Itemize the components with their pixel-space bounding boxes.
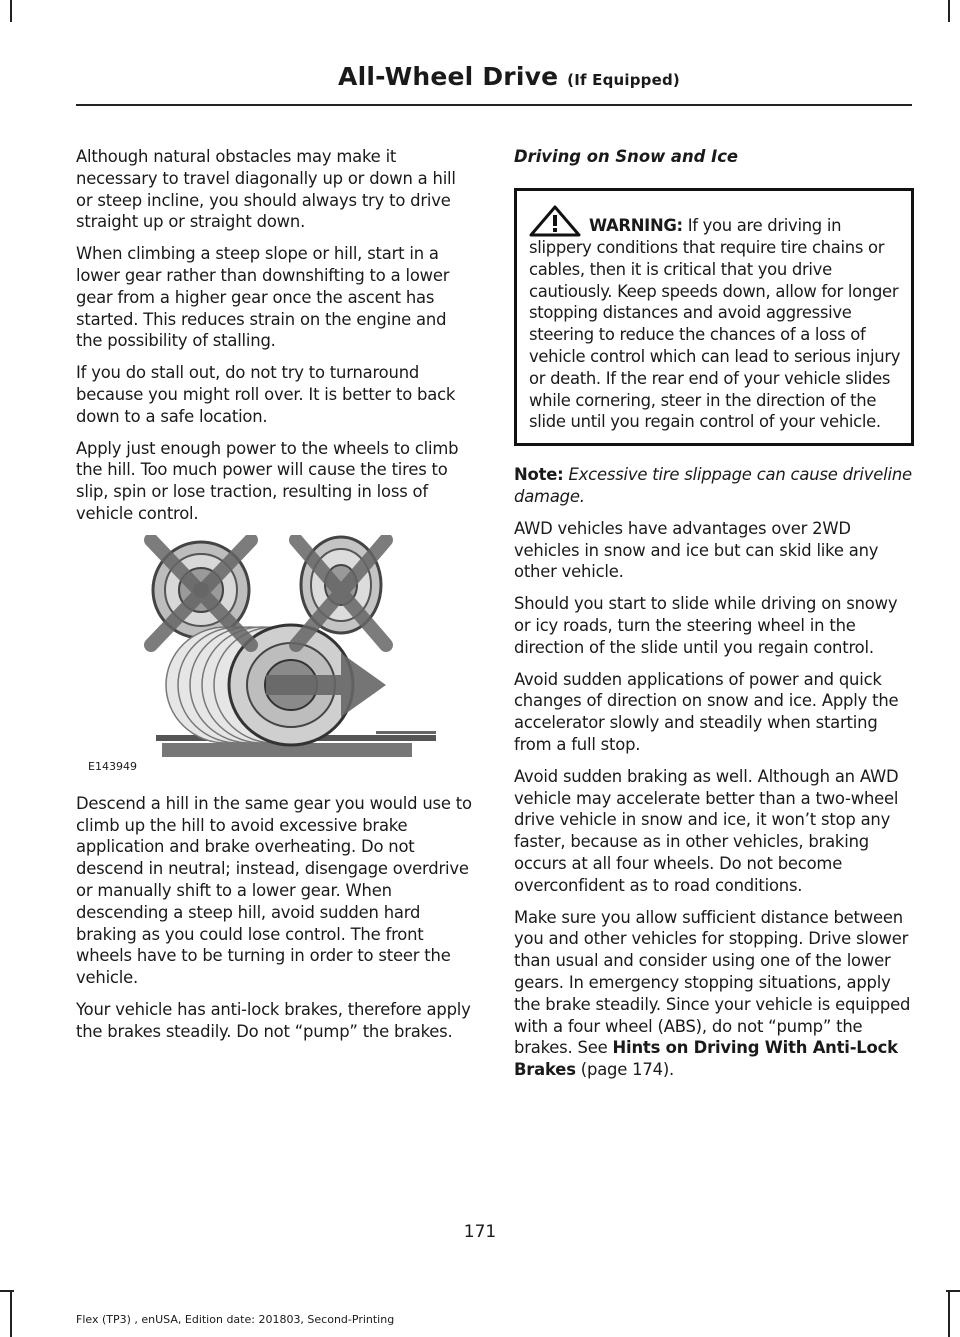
- crop-mark-bottom-right-h: [946, 1290, 960, 1292]
- figure-label: E143949: [88, 759, 137, 773]
- tire-illustration: [76, 535, 436, 775]
- paragraph: When climbing a steep slope or hill, start in a lower gear rather than downshifting to a lower gear from a higher gear once the ascent has started. This reduces strain on the engine and the possibility of stalling.: [76, 244, 450, 351]
- paragraph: AWD vehicles have advantages over 2WD vehicles in snow and ice but can skid like any other vehicle.: [514, 518, 879, 582]
- crop-mark-top-left-v: [10, 0, 12, 22]
- section-subheading: Driving on Snow and Ice: [514, 147, 739, 166]
- paragraph-text-end: (page 174).: [575, 1060, 675, 1080]
- warning-paragraph: [529, 205, 903, 433]
- note-label: Note:: [514, 465, 564, 485]
- crop-mark-bottom-left-v: [10, 1290, 12, 1337]
- paragraph: Should you start to slide while driving on snowy or icy roads, turn the steering wheel in the direction of the slide until you regain control.: [514, 594, 898, 657]
- crop-mark-bottom-right-v: [948, 1290, 950, 1337]
- page-header-title: [338, 62, 680, 91]
- paragraph: Avoid sudden braking as well. Although an AWD vehicle may accelerate better than a two-wheel drive vehicle in snow and ice, it won’t stop any faster, because as in other vehicles, braking occurs at all four wheels. Do not become overconfident as to road conditions.: [514, 766, 899, 895]
- paragraph: Your vehicle has anti-lock brakes, therefore apply the brakes steadily. Do not “pump” the brakes.: [76, 999, 471, 1041]
- note-text: Excessive tire slippage can cause driveline damage.: [514, 465, 912, 506]
- footer-edition-info: Flex (TP3) , enUSA, Edition date: 201803, Second-Printing: [76, 1313, 395, 1326]
- header-rule: [76, 104, 912, 106]
- warning-box: [514, 188, 914, 446]
- right-column: [514, 146, 912, 1091]
- warning-label: WARNING:: [589, 216, 683, 235]
- paragraph-text: Make sure you allow sufficient distance between you and other vehicles for stopping. Drive slower than usual and consider using one of the lower gears. In emergency stopping situations, apply the brake steadily. Since your vehicle is equipped with a four wheel (ABS), do not “pump” the brakes. See: [514, 907, 911, 1058]
- hill-driving-figure: [76, 535, 436, 775]
- warning-text: If you are driving in slippery conditions that require tire chains or cables, then it is critical that you drive cautiously. Keep speeds down, allow for longer stopping distances and avoid aggressive steering to reduce the chances of a loss of vehicle control which can lead to serious injury or death. If the rear end of your vehicle slides while cornering, steer in the direction of the slide until you regain control of your vehicle.: [529, 216, 901, 432]
- note-paragraph: [514, 464, 912, 508]
- paragraph: Apply just enough power to the wheels to climb the hill. Too much power will cause the tires to slip, spin or lose traction, resulting in loss of vehicle control.: [76, 438, 459, 523]
- header-title-main: All-Wheel Drive: [338, 62, 559, 91]
- crop-mark-bottom-left-h: [0, 1290, 14, 1292]
- header-title-subtitle: (If Equipped): [567, 71, 680, 89]
- paragraph: If you do stall out, do not try to turnaround because you might roll over. It is better to back down to a safe location.: [76, 363, 456, 426]
- crop-mark-top-right-v: [948, 0, 950, 22]
- warning-triangle-icon: [529, 205, 581, 237]
- paragraph: Although natural obstacles may make it necessary to travel diagonally up or down a hill or steep incline, you should always try to drive straight up or straight down.: [76, 147, 456, 232]
- paragraph: Avoid sudden applications of power and quick changes of direction on snow and ice. Apply the accelerator slowly and steadily when starting from a full stop.: [514, 669, 899, 754]
- cross-reference-link[interactable]: Hints on Driving With Anti-Lock Brakes: [514, 1038, 898, 1080]
- page-number: 171: [463, 1222, 497, 1242]
- paragraph: [514, 907, 912, 1081]
- paragraph: Descend a hill in the same gear you would use to climb up the hill to avoid excessive brake application and brake overheating. Do not descend in neutral; instead, disengage overdrive or manually shift to a lower gear. When descending a steep hill, avoid sudden hard braking as you could lose control. The front wheels have to be turning in order to steer the vehicle.: [76, 793, 472, 988]
- left-column: [76, 146, 474, 1053]
